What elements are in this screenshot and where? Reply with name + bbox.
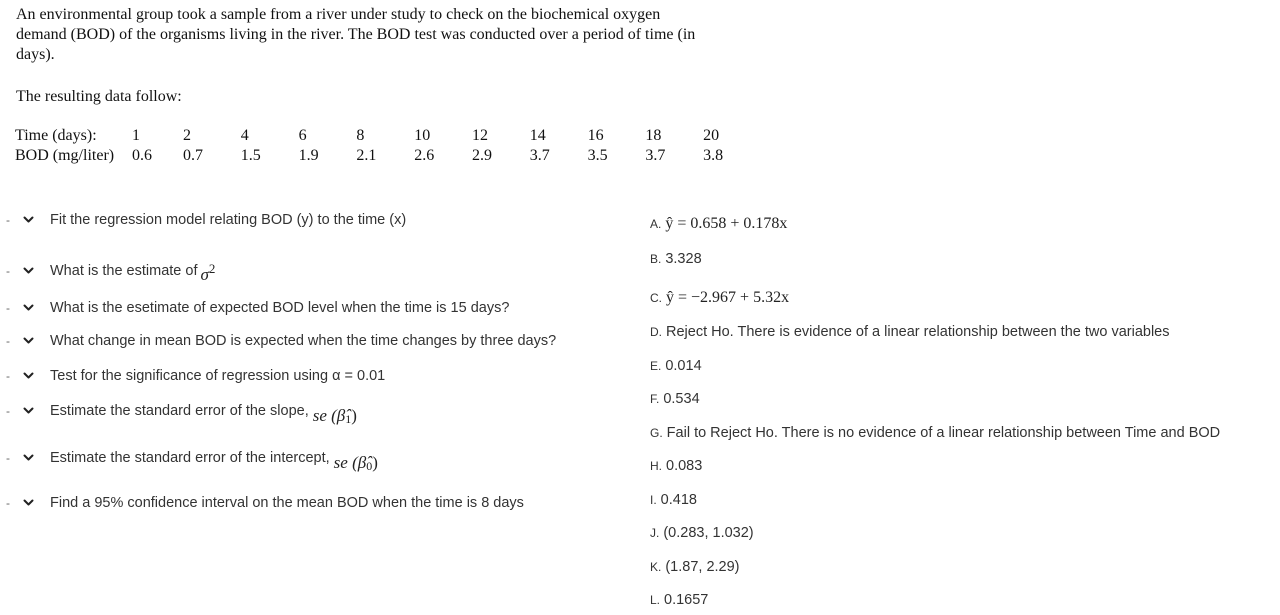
- select-value: -: [6, 213, 10, 227]
- question-text: [50, 300, 509, 316]
- question-label: Find a 95% confidence interval on the mean BOD when the time is 8 days: [50, 495, 524, 511]
- chevron-down-icon: [18, 496, 38, 510]
- select-value: -: [6, 496, 10, 510]
- option-letter: L.: [650, 593, 661, 607]
- chevron-down-icon: [18, 369, 38, 383]
- option-text: 0.083: [666, 458, 703, 474]
- bod-cell: 1.5: [240, 147, 261, 164]
- answer-option: [650, 556, 740, 578]
- question-text: [50, 368, 385, 384]
- chevron-down-icon: [18, 213, 38, 227]
- answer-select[interactable]: [0, 209, 46, 231]
- bod-cell: 3.7: [529, 147, 550, 164]
- bod-row: [15, 146, 761, 166]
- answer-option: [650, 422, 1220, 444]
- option-text: (1.87, 2.29): [665, 559, 740, 575]
- option-text: 0.1657: [664, 592, 709, 608]
- bod-cell: 2.1: [356, 147, 377, 164]
- question-text: [50, 212, 406, 228]
- option-letter: K.: [650, 560, 662, 574]
- question-row: [0, 491, 524, 515]
- answer-option: [650, 213, 787, 235]
- answer-option: [650, 489, 697, 511]
- bod-label: BOD (mg/liter): [15, 147, 115, 164]
- select-value: -: [6, 451, 10, 465]
- question-row: [0, 399, 357, 426]
- bod-cell: 0.6: [132, 147, 152, 164]
- answer-select[interactable]: [0, 400, 46, 422]
- bod-cell: 3.7: [645, 147, 666, 164]
- select-value: -: [6, 334, 10, 348]
- option-text: Reject Ho. There is evidence of a linear relationship between the two variables: [666, 324, 1170, 340]
- question-label: Estimate the standard error of the slope,: [50, 403, 309, 419]
- question-label: Fit the regression model relating BOD (y) to the time (x): [50, 212, 407, 228]
- standard-error-symbol: se (β̂: [333, 453, 367, 472]
- answer-option: [650, 248, 702, 270]
- closing-paren: ): [372, 453, 378, 472]
- option-letter: G.: [650, 426, 663, 440]
- answer-select[interactable]: [0, 492, 46, 514]
- option-letter: C.: [650, 291, 662, 305]
- time-cell: 20: [703, 127, 720, 144]
- option-text: 0.418: [660, 492, 697, 508]
- answer-select[interactable]: [0, 297, 46, 319]
- bod-cell: 0.7: [183, 147, 203, 164]
- question-text: [50, 401, 357, 426]
- answer-select[interactable]: [0, 330, 46, 352]
- answer-option: [650, 455, 702, 477]
- time-cell: 2: [183, 127, 191, 144]
- question-text: [50, 495, 524, 511]
- option-letter: D.: [650, 325, 662, 339]
- option-letter: I.: [650, 493, 657, 507]
- option-text: 0.534: [663, 391, 700, 407]
- question-label: What change in mean BOD is expected when the time changes by three days?: [50, 333, 557, 349]
- beta-subscript: 1: [345, 411, 352, 426]
- question-label: Estimate the standard error of the intercept,: [50, 450, 330, 466]
- time-cell: 12: [471, 127, 488, 144]
- chevron-down-icon: [18, 264, 38, 278]
- select-value: -: [6, 301, 10, 315]
- question-text: [50, 333, 556, 349]
- data-table: [15, 126, 761, 166]
- answer-option: [650, 388, 700, 410]
- standard-error-symbol: se (β̂: [312, 406, 346, 425]
- option-letter: E.: [650, 359, 662, 373]
- option-text: 3.328: [665, 251, 702, 267]
- answer-select[interactable]: [0, 365, 46, 387]
- sigma-symbol: σ: [200, 265, 209, 284]
- time-label: Time (days):: [15, 127, 97, 144]
- select-value: -: [6, 404, 10, 418]
- problem-statement: [16, 5, 776, 65]
- question-row: [0, 259, 215, 283]
- time-row: [15, 126, 761, 146]
- question-label: Test for the significance of regression using α = 0.01: [50, 368, 386, 384]
- time-cell: 4: [240, 127, 249, 144]
- question-label: What is the esetimate of expected BOD level when the time is 15 days?: [50, 300, 510, 316]
- chevron-down-icon: [18, 301, 38, 315]
- question-text: [50, 448, 378, 473]
- answer-select[interactable]: [0, 260, 46, 282]
- question-text: [50, 261, 216, 284]
- bod-cell: 1.9: [298, 147, 319, 164]
- option-letter: F.: [650, 392, 660, 406]
- answer-option: [650, 321, 1170, 343]
- problem-line-1: An environmental group took a sample from a river under study to check on the biochemical oxygen: [16, 6, 661, 23]
- option-text: ŷ = 0.658 + 0.178x: [665, 215, 788, 232]
- question-label: What is the estimate of: [50, 263, 198, 279]
- time-cell: 6: [298, 127, 307, 144]
- answer-option: [650, 287, 789, 309]
- data-intro-text: The resulting data follow:: [16, 88, 182, 105]
- select-value: -: [6, 369, 10, 383]
- option-letter: H.: [650, 459, 662, 473]
- sigma-exponent: 2: [208, 261, 216, 276]
- time-cell: 18: [645, 127, 662, 144]
- chevron-down-icon: [18, 404, 38, 418]
- answer-select[interactable]: [0, 447, 46, 469]
- question-row: [0, 446, 378, 473]
- bod-cell: 3.5: [587, 147, 608, 164]
- beta-subscript: 0: [366, 458, 373, 473]
- bod-cell: 3.8: [703, 147, 724, 164]
- problem-line-2: demand (BOD) of the organisms living in the river. The BOD test was conducted over a period of time (in: [16, 26, 696, 43]
- bod-cell: 2.9: [471, 147, 492, 164]
- time-cell: 1: [132, 127, 140, 144]
- option-letter: A.: [650, 217, 662, 231]
- chevron-down-icon: [18, 451, 38, 465]
- question-row: [0, 208, 406, 232]
- answer-option: [650, 589, 708, 611]
- question-row: [0, 296, 509, 320]
- time-cell: 14: [529, 127, 546, 144]
- option-text: (0.283, 1.032): [663, 525, 754, 541]
- option-letter: J.: [650, 526, 660, 540]
- option-letter: B.: [650, 252, 662, 266]
- bod-cell: 2.6: [414, 147, 435, 164]
- chevron-down-icon: [18, 334, 38, 348]
- time-cell: 8: [356, 127, 365, 144]
- answer-option: [650, 355, 702, 377]
- time-cell: 16: [587, 127, 604, 144]
- question-row: [0, 329, 556, 353]
- option-text: Fail to Reject Ho. There is no evidence of a linear relationship between Time and BOD: [666, 425, 1221, 441]
- time-cell: 10: [414, 127, 431, 144]
- closing-paren: ): [351, 406, 357, 425]
- option-text: 0.014: [665, 358, 702, 374]
- option-text: ŷ = −2.967 + 5.32x: [666, 289, 790, 306]
- question-row: [0, 364, 385, 388]
- select-value: -: [6, 264, 10, 278]
- problem-line-3: days).: [16, 46, 55, 63]
- answer-option: [650, 522, 754, 544]
